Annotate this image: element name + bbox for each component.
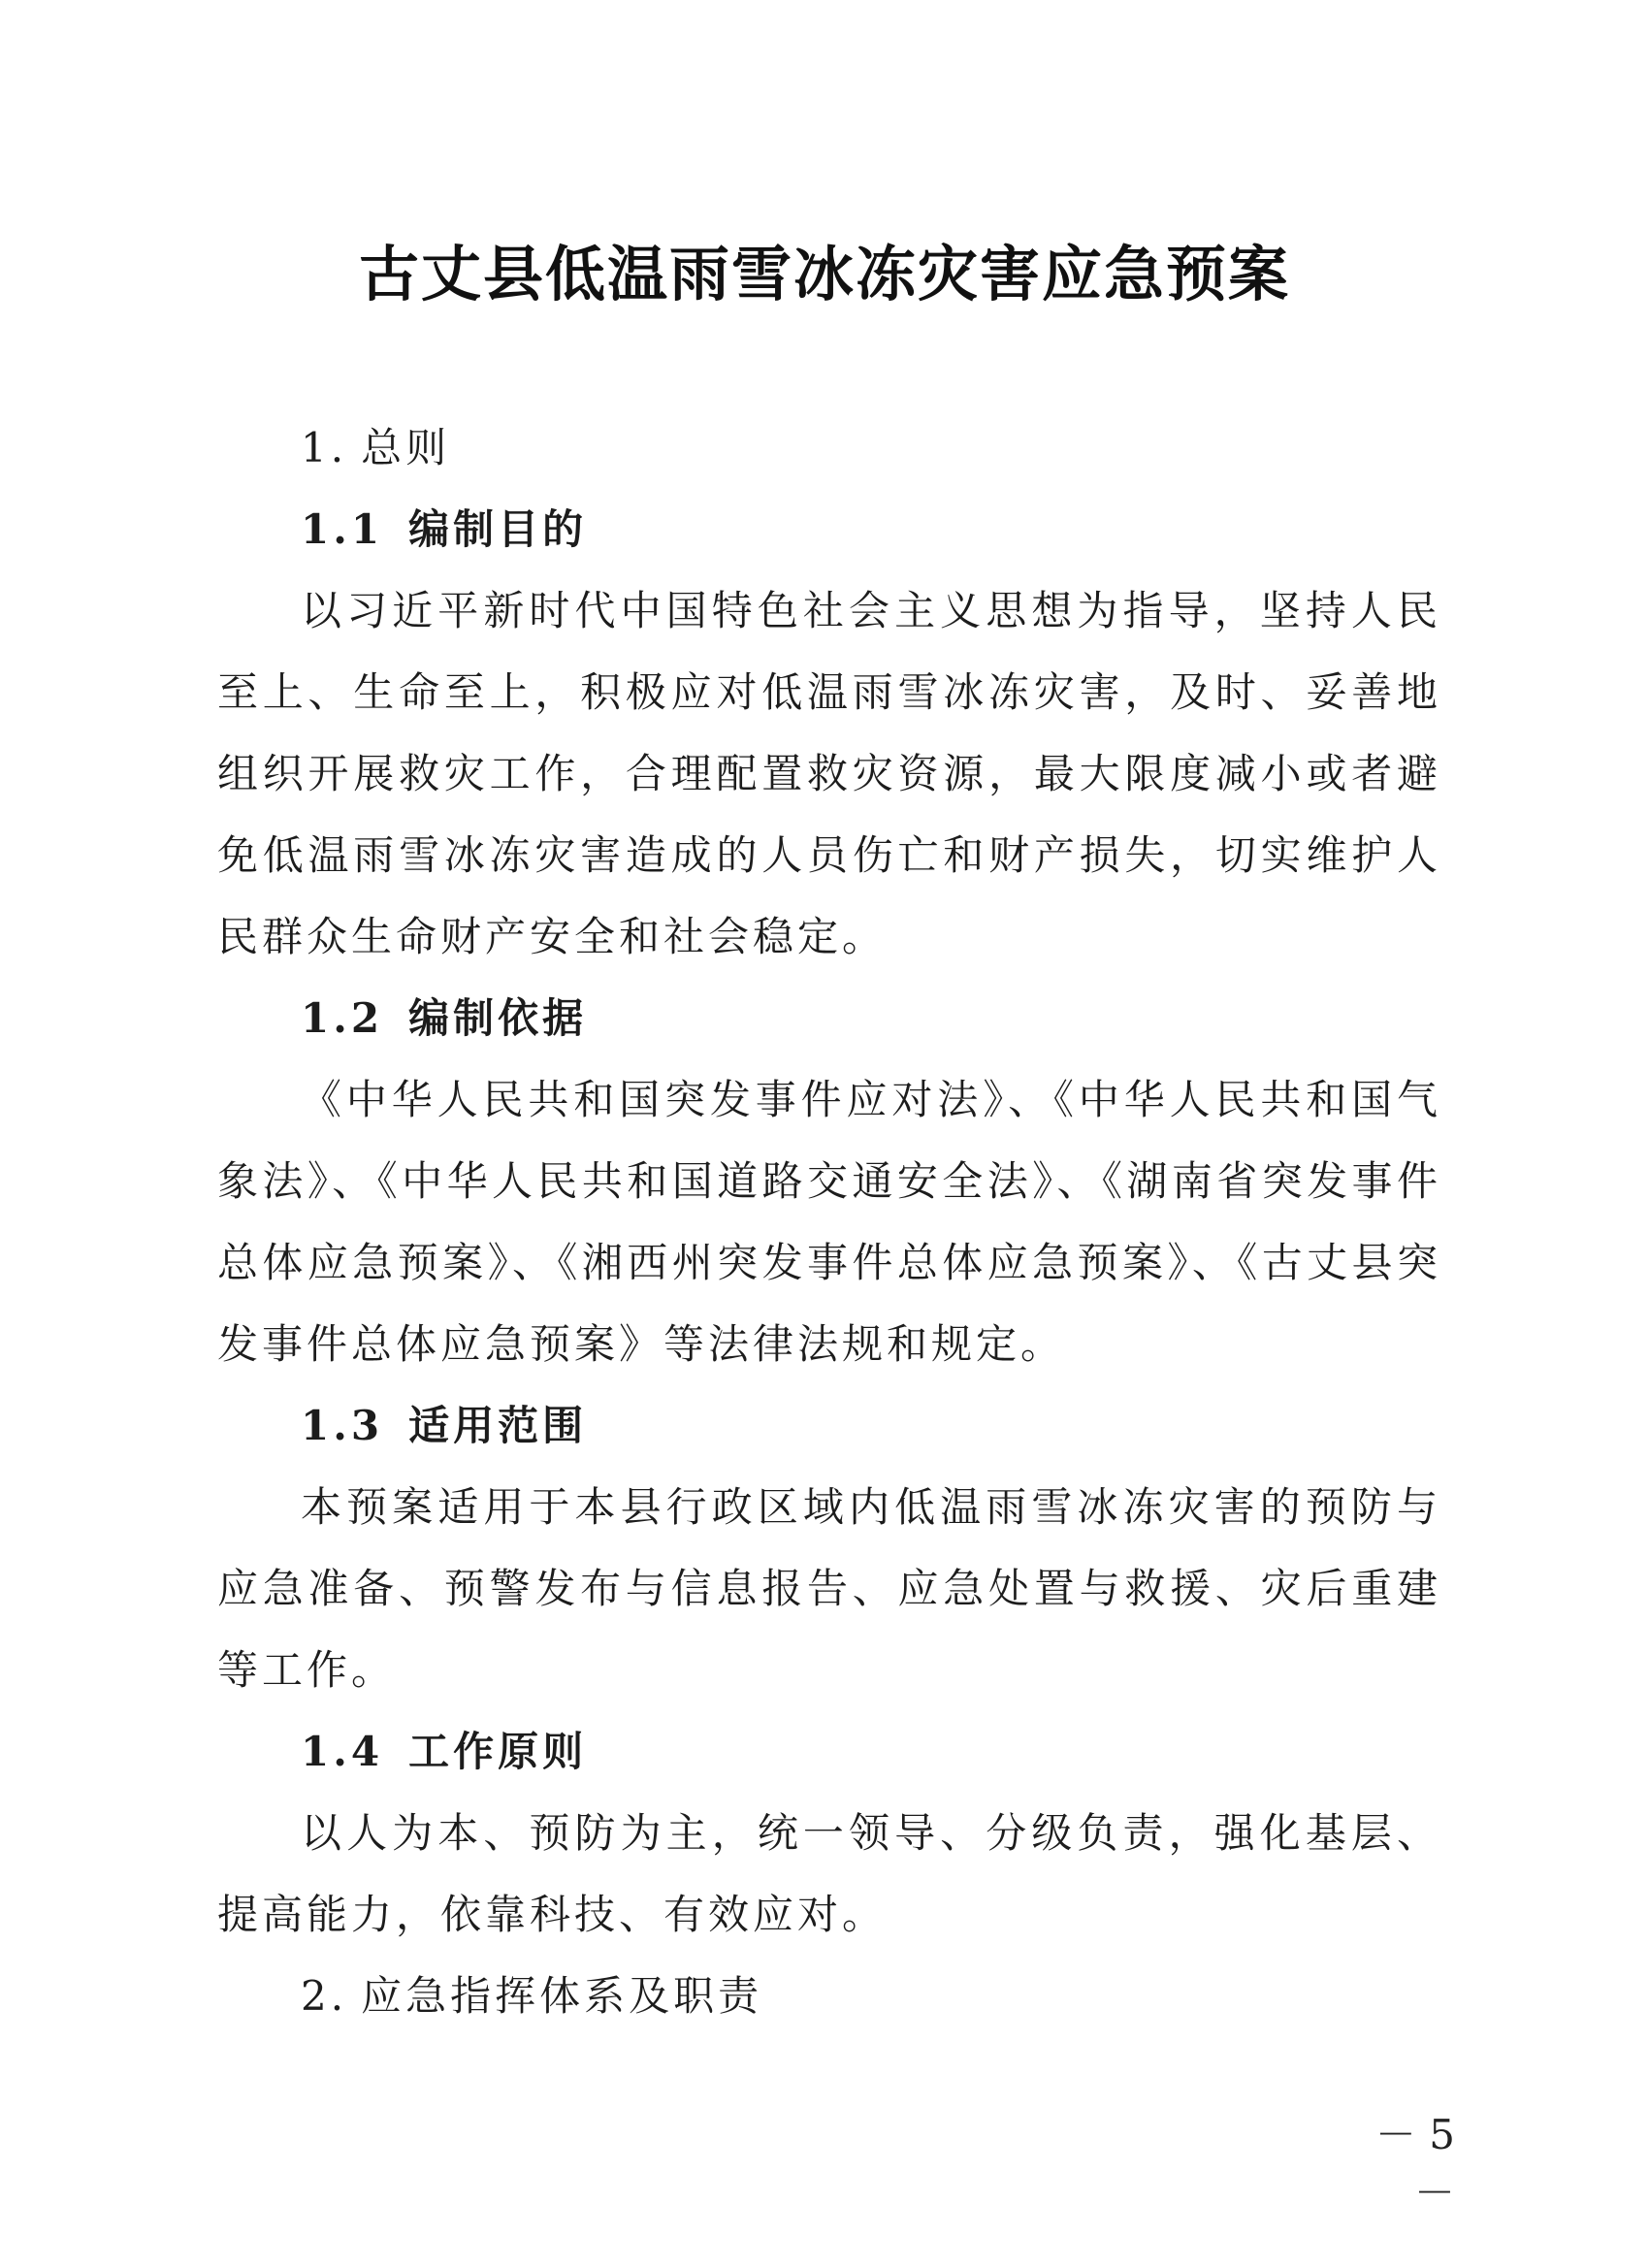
paragraph-text: 以习近平新时代中国特色社会主义思想为指导，坚持人民至上、生命至上，积极应对低温雨雪冰冻灾害，及时、妥善地组织开展救灾工作，合理配置救灾资源，最大限度减小或者避免低温雨雪冰冻灾害造成的人员伤亡和财产损失，切实维护人民群众生命财产安全和社会稳定。 bbox=[217, 587, 1441, 960]
section-number: 1.4 bbox=[301, 1728, 384, 1775]
section-title: 工作原则 bbox=[408, 1728, 588, 1775]
paragraph-principles bbox=[217, 1793, 1441, 1956]
section-number: 1.2 bbox=[301, 994, 384, 1042]
paragraph-text: 《中华人民共和国突发事件应对法》、《中华人民共和国气象法》、《中华人民共和国道路交通安全法》、《湖南省突发事件总体应急预案》、《湘西州突发事件总体应急预案》、《古丈县突发事件总体应急预案》等法律法规和规定。 bbox=[217, 1076, 1441, 1368]
section-number: 2. bbox=[301, 1972, 348, 2020]
paragraph-scope bbox=[217, 1467, 1441, 1711]
section-heading-general bbox=[217, 407, 1441, 489]
section-heading-scope bbox=[217, 1385, 1441, 1467]
section-heading-principles bbox=[217, 1711, 1441, 1793]
section-title: 应急指挥体系及职责 bbox=[361, 1972, 763, 2020]
section-title: 编制依据 bbox=[408, 994, 588, 1042]
section-heading-command-system bbox=[217, 1956, 1441, 2037]
document-title: 古丈县低温雨雪冰冻灾害应急预案 bbox=[358, 239, 1290, 309]
section-number: 1.3 bbox=[301, 1402, 384, 1449]
page-number: － 5 － bbox=[1374, 2111, 1455, 2217]
section-heading-purpose bbox=[217, 489, 1441, 570]
section-title: 编制目的 bbox=[408, 505, 588, 553]
section-number: 1. bbox=[301, 424, 348, 471]
section-title: 适用范围 bbox=[408, 1402, 588, 1449]
paragraph-purpose bbox=[217, 570, 1441, 978]
section-title: 总则 bbox=[361, 424, 451, 471]
paragraph-text: 以人为本、预防为主，统一领导、分级负责，强化基层、提高能力，依靠科技、有效应对。 bbox=[217, 1809, 1441, 1938]
paragraph-text: 本预案适用于本县行政区域内低温雨雪冰冻灾害的预防与应急准备、预警发布与信息报告、应急处置与救援、灾后重建等工作。 bbox=[217, 1483, 1441, 1694]
section-heading-basis bbox=[217, 978, 1441, 1059]
paragraph-basis bbox=[217, 1059, 1441, 1385]
section-number: 1.1 bbox=[301, 505, 384, 553]
